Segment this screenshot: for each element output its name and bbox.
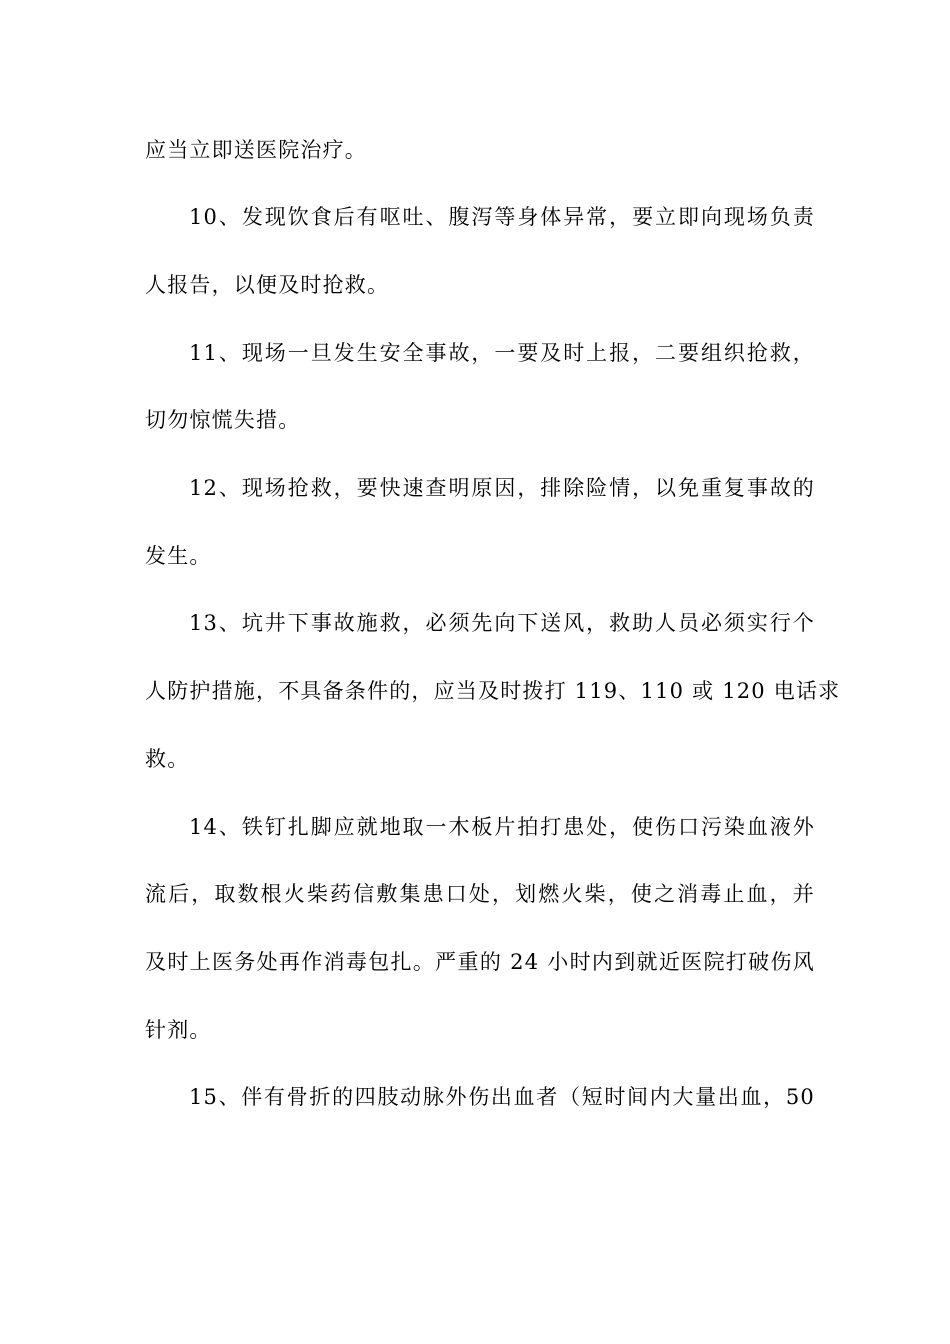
text-line-10: 救。	[145, 747, 190, 771]
text-line-6: 12、现场抢救，要快速查明原因，排除险情，以免重复事故的	[189, 476, 815, 500]
text-line-5: 切勿惊慌失措。	[145, 408, 301, 432]
text-line-3: 人报告，以便及时抢救。	[145, 273, 390, 297]
text-line-4: 11、现场一旦发生安全事故，一要及时上报，二要组织抢救，	[189, 341, 815, 365]
text-line-2: 10、发现饮食后有呕吐、腹泻等身体异常，要立即向现场负责	[189, 205, 815, 229]
text-line-13: 及时上医务处再作消毒包扎。严重的 24 小时内到就近医院打破伤风	[145, 950, 815, 974]
text-line-7: 发生。	[145, 544, 212, 568]
text-line-8: 13、坑井下事故施救，必须先向下送风，救助人员必须实行个	[189, 611, 815, 635]
text-line-12: 流后，取数根火柴药信敷集患口处，划燃火柴，使之消毒止血，并	[145, 882, 815, 906]
text-line-1: 应当立即送医院治疗。	[145, 138, 367, 162]
text-line-9: 人防护措施，不具备条件的，应当及时拨打 119、110 或 120 电话求	[145, 679, 841, 703]
text-line-15: 15、伴有骨折的四肢动脉外伤出血者（短时间内大量出血，50	[189, 1085, 815, 1109]
text-line-11: 14、铁钉扎脚应就地取一木板片拍打患处，使伤口污染血液外	[189, 815, 815, 839]
text-line-14: 针剂。	[145, 1018, 212, 1042]
